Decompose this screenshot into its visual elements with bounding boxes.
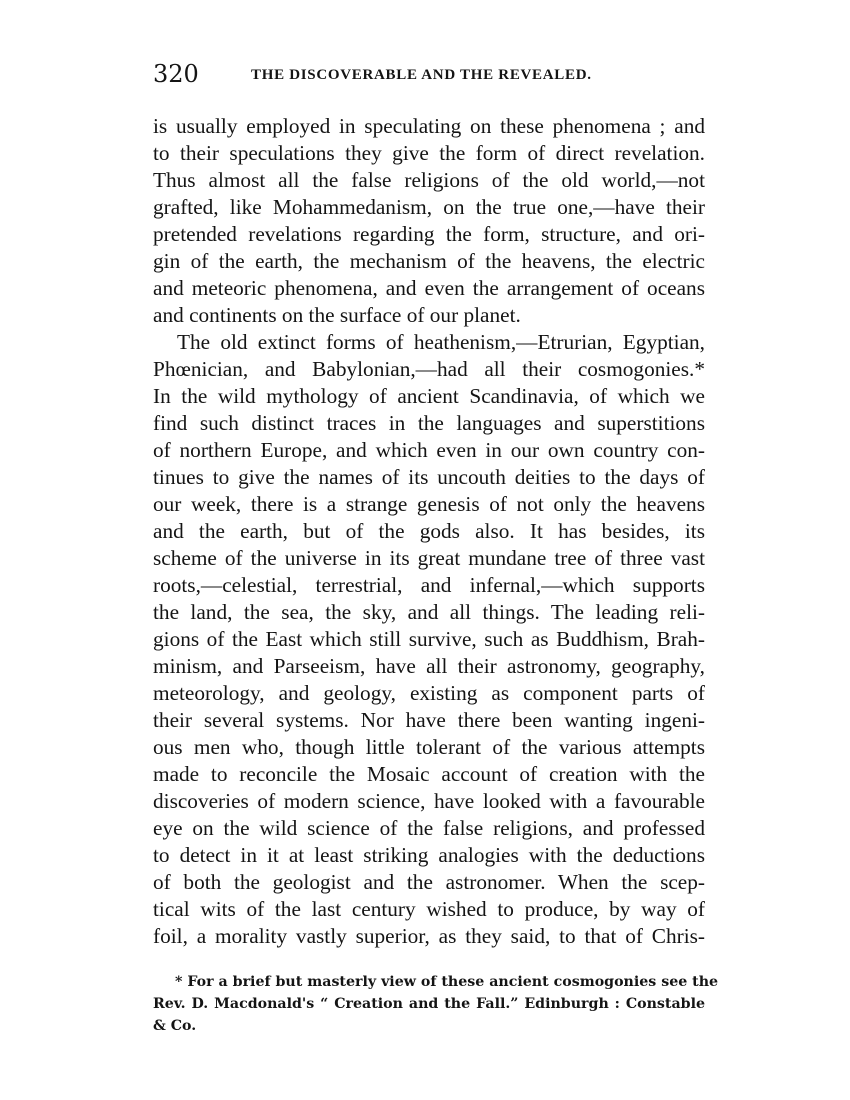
text-line: our week, there is a strange genesis of not only the heavens — [153, 492, 705, 516]
text-line: foil, a morality vastly superior, as they said, to that of Chris- — [153, 924, 705, 948]
footnote-line: & Co. — [153, 1018, 197, 1034]
text-line: eye on the wild science of the false religions, and professed — [153, 816, 705, 840]
footnote-line: * For a brief but masterly view of these ancient cosmogonies see the — [175, 974, 719, 990]
running-title: THE DISCOVERABLE AND THE REVEALED. — [251, 67, 592, 83]
body-text — [153, 113, 705, 950]
text-line: their several systems. Nor have there been wanting ingeni- — [153, 708, 705, 732]
text-line: meteorology, and geology, existing as component parts of — [153, 681, 705, 705]
text-line: the land, the sea, the sky, and all things. The leading reli- — [153, 600, 705, 624]
text-line: made to reconcile the Mosaic account of creation with the — [153, 762, 705, 786]
text-line: to detect in it at least striking analogies with the deductions — [153, 843, 705, 867]
text-line: In the wild mythology of ancient Scandinavia, of which we — [153, 384, 705, 408]
text-line: gions of the East which still survive, such as Buddhism, Brah- — [153, 627, 705, 651]
text-line: of northern Europe, and which even in our own country con- — [153, 438, 705, 462]
text-line: and meteoric phenomena, and even the arrangement of oceans — [153, 276, 705, 300]
text-line: and the earth, but of the gods also. It has besides, its — [153, 519, 705, 543]
footnote-line: Rev. D. Macdonald's “ Creation and the Fall.” Edinburgh : Constable — [153, 996, 705, 1012]
text-line: minism, and Parseeism, have all their astronomy, geography, — [153, 654, 705, 678]
text-line: gin of the earth, the mechanism of the heavens, the electric — [153, 249, 705, 273]
running-head — [153, 58, 705, 90]
text-line: roots,—celestial, terrestrial, and infernal,—which supports — [153, 573, 705, 597]
page-number: 320 — [153, 60, 199, 88]
text-line: tinues to give the names of its uncouth deities to the days of — [153, 465, 705, 489]
text-line: grafted, like Mohammedanism, on the true one,—have their — [153, 195, 705, 219]
text-line: Thus almost all the false religions of the old world,—not — [153, 168, 705, 192]
footnote — [153, 971, 719, 1037]
text-line: discoveries of modern science, have looked with a favourable — [153, 789, 705, 813]
text-line: is usually employed in speculating on these phenomena ; and — [153, 114, 705, 138]
text-line: ous men who, though little tolerant of the various attempts — [153, 735, 705, 759]
text-line: scheme of the universe in its great mundane tree of three vast — [153, 546, 705, 570]
text-line: The old extinct forms of heathenism,—Etrurian, Egyptian, — [177, 330, 705, 354]
text-line: pretended revelations regarding the form, structure, and ori- — [153, 222, 705, 246]
text-line: to their speculations they give the form of direct revelation. — [153, 141, 705, 165]
text-line: find such distinct traces in the languages and superstitions — [153, 411, 705, 435]
text-line: tical wits of the last century wished to produce, by way of — [153, 897, 705, 921]
text-line: Phœnician, and Babylonian,—had all their cosmogonies.* — [153, 357, 705, 381]
text-line: and continents on the surface of our planet. — [153, 303, 521, 327]
text-line: of both the geologist and the astronomer. When the scep- — [153, 870, 705, 894]
